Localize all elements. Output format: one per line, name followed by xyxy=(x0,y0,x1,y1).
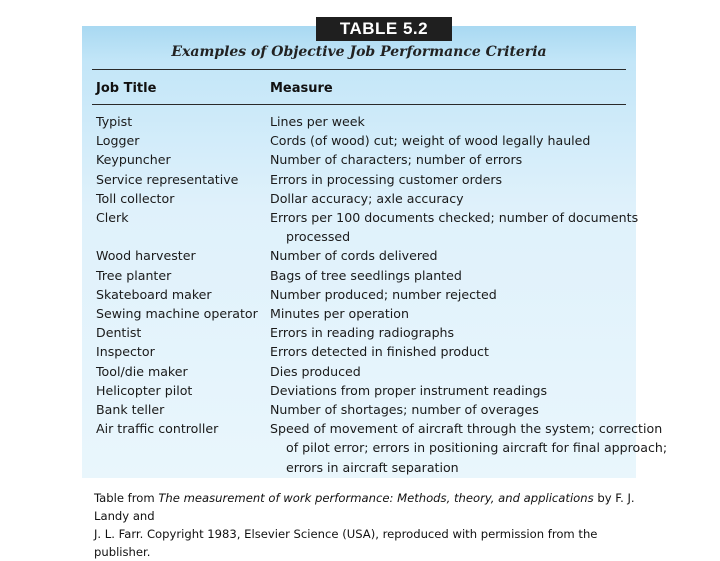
measure-line: of pilot error; errors in positioning aircraft for final approach; xyxy=(286,440,668,456)
measure-line: Dollar accuracy; axle accuracy xyxy=(270,190,464,206)
job-title-cell: Clerk xyxy=(96,210,129,226)
measure-cell xyxy=(270,208,639,246)
measure-cell xyxy=(270,189,632,208)
measure-line: Errors per 100 documents checked; number of documents xyxy=(270,210,639,226)
measure-cell xyxy=(270,266,632,285)
measure-cell xyxy=(270,362,632,381)
measure-line: Number of characters; number of errors xyxy=(270,152,523,168)
measure-line: Number produced; number rejected xyxy=(270,286,497,302)
measure-cell xyxy=(270,342,632,361)
table-label: TABLE 5.2 xyxy=(316,17,452,41)
job-title-cell: Keypuncher xyxy=(96,152,171,168)
measure-line: Bags of tree seedlings planted xyxy=(270,267,462,283)
measure-cell xyxy=(270,112,632,131)
measure-cell xyxy=(270,246,632,265)
measure-line: Deviations from proper instrument readings xyxy=(270,382,548,398)
caption-copyright: J. L. Farr. Copyright 1983, Elsevier Science (USA), reproduced with permission from the publisher. xyxy=(94,527,598,559)
caption-prefix: Table from xyxy=(94,491,159,505)
table-row xyxy=(0,400,720,419)
measure-line: Errors in reading radiographs xyxy=(270,325,455,341)
job-title-cell: Service representative xyxy=(96,171,239,187)
job-title-cell: Helicopter pilot xyxy=(96,382,193,398)
table-row xyxy=(0,304,720,323)
job-title-cell: Toll collector xyxy=(96,190,175,206)
job-title-cell: Tool/die maker xyxy=(96,363,188,379)
header-bottom-rule xyxy=(92,104,626,105)
table-row xyxy=(0,170,720,189)
measure-line: Lines per week xyxy=(270,114,365,129)
measure-line: Errors in processing customer orders xyxy=(270,171,503,187)
table-row xyxy=(0,362,720,381)
measure-cell xyxy=(270,150,632,169)
column-header-job-title: Job Title xyxy=(96,81,157,96)
table-row xyxy=(0,323,720,342)
job-title-cell: Typist xyxy=(96,114,133,129)
job-title-cell: Sewing machine operator xyxy=(96,306,258,322)
job-title-cell: Tree planter xyxy=(96,267,172,283)
job-title-cell: Air traffic controller xyxy=(96,421,219,437)
job-title-cell: Wood harvester xyxy=(96,248,196,264)
job-title-cell: Logger xyxy=(96,133,140,149)
table-row xyxy=(0,266,720,285)
measure-cell xyxy=(270,323,632,342)
header-top-rule xyxy=(92,69,626,70)
measure-line: processed xyxy=(286,229,351,245)
measure-cell xyxy=(270,304,632,323)
job-title-cell: Inspector xyxy=(96,344,155,360)
measure-line: Errors detected in finished product xyxy=(270,344,489,360)
caption-source-title: The measurement of work performance: Methods, theory, and applications xyxy=(158,491,594,505)
table-row xyxy=(0,419,720,477)
caption-authors: by F. J. Landy and xyxy=(94,491,635,523)
table-row xyxy=(0,112,720,131)
source-caption xyxy=(94,489,654,561)
table-row xyxy=(0,208,720,246)
table-row xyxy=(0,131,720,150)
table-row xyxy=(0,189,720,208)
job-title-cell: Skateboard maker xyxy=(96,286,212,302)
table-subtitle: Examples of Objective Job Performance Criteria xyxy=(171,44,547,60)
table-row xyxy=(0,246,720,265)
table-body xyxy=(0,112,720,477)
measure-line: Cords (of wood) cut; weight of wood legally hauled xyxy=(270,133,591,149)
measure-line: Minutes per operation xyxy=(270,306,409,322)
measure-line: Number of shortages; number of overages xyxy=(270,402,539,418)
job-title-cell: Dentist xyxy=(96,325,142,341)
measure-line: Number of cords delivered xyxy=(270,248,438,264)
measure-cell xyxy=(270,285,632,304)
column-header-measure: Measure xyxy=(270,81,333,96)
measure-line: Dies produced xyxy=(270,363,361,379)
table-row xyxy=(0,150,720,169)
table-row xyxy=(0,285,720,304)
measure-cell xyxy=(270,419,668,477)
measure-cell xyxy=(270,381,632,400)
measure-line: errors in aircraft separation xyxy=(286,459,459,475)
table-row xyxy=(0,381,720,400)
job-title-cell: Bank teller xyxy=(96,402,165,418)
measure-cell xyxy=(270,170,632,189)
measure-cell xyxy=(270,400,632,419)
table-row xyxy=(0,342,720,361)
measure-line: Speed of movement of aircraft through the system; correction xyxy=(270,421,663,437)
measure-cell xyxy=(270,131,632,150)
